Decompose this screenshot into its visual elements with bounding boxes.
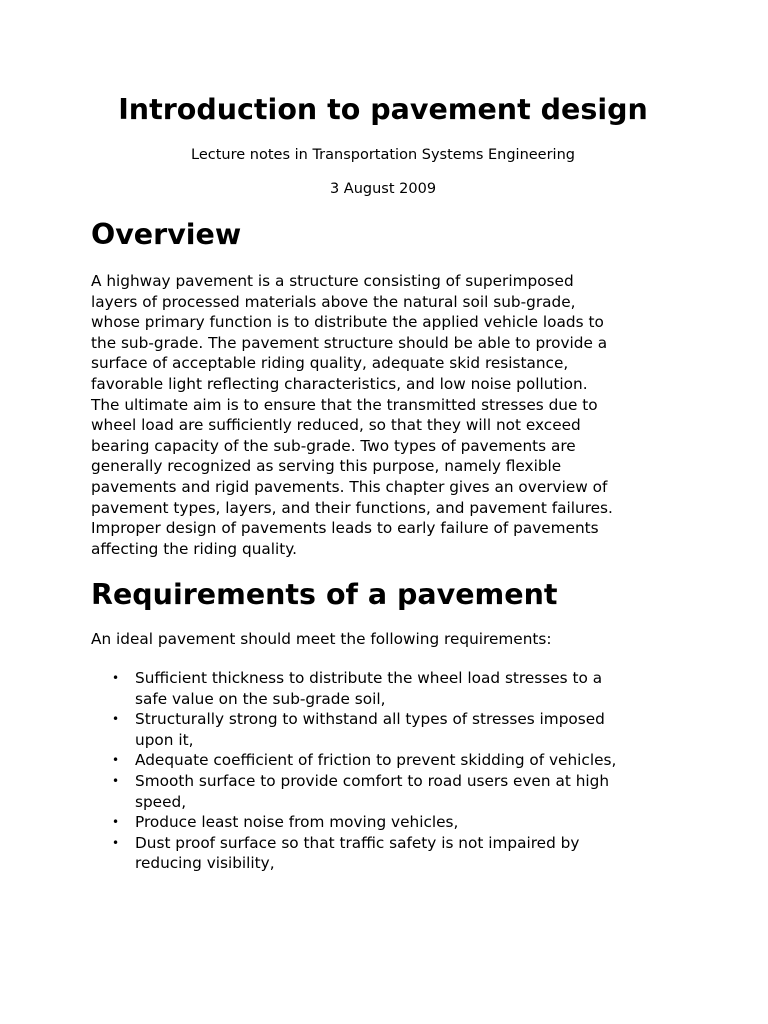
paragraph-line: wheel load are sufficiently reduced, so that they will not exceed xyxy=(91,416,581,435)
list-item-line: Dust proof surface so that traffic safety is not impaired by xyxy=(135,833,580,852)
list-item-line: Structurally strong to withstand all types of stresses imposed xyxy=(135,710,605,729)
page-title: Introduction to pavement design xyxy=(118,93,648,126)
paragraph-line: layers of processed materials above the natural soil sub-grade, xyxy=(91,292,576,311)
paragraph-line: A highway pavement is a structure consisting of superimposed xyxy=(91,272,574,290)
list-item xyxy=(91,833,616,874)
paragraph-line: affecting the riding quality. xyxy=(91,539,297,558)
bullet-icon: • xyxy=(112,671,120,685)
list-item xyxy=(91,771,616,812)
bullet-icon: • xyxy=(112,835,120,850)
list-item xyxy=(91,812,616,833)
list-item xyxy=(91,750,616,771)
list-item-line: reducing visibility, xyxy=(135,854,275,873)
paragraph-line: favorable light reflecting characteristics, and low noise pollution. xyxy=(91,374,588,393)
bullet-icon: • xyxy=(112,773,120,788)
list-item xyxy=(91,709,616,750)
list-item-line: safe value on the sub-grade soil, xyxy=(135,689,386,708)
paragraph-line: whose primary function is to distribute the applied vehicle loads to xyxy=(91,313,604,332)
list-item xyxy=(91,668,616,709)
paragraph-line: Improper design of pavements leads to early failure of pavements xyxy=(91,519,599,538)
page-date: 3 August 2009 xyxy=(329,181,437,197)
bullet-icon: • xyxy=(112,815,120,830)
paragraph-line: surface of acceptable riding quality, adequate skid resistance, xyxy=(91,354,569,373)
list-item-line: upon it, xyxy=(135,730,194,749)
list-item-line: speed, xyxy=(135,792,187,811)
requirements-list xyxy=(91,668,616,874)
section-heading-requirements: Requirements of a pavement xyxy=(91,578,558,611)
page-subtitle: Lecture notes in Transportation Systems Engineering xyxy=(191,147,575,163)
list-item-line: Sufficient thickness to distribute the wheel load stresses to a xyxy=(135,669,603,687)
list-item-line: Produce least noise from moving vehicles, xyxy=(135,813,459,832)
section-heading-overview: Overview xyxy=(91,218,242,251)
bullet-icon: • xyxy=(112,753,120,768)
paragraph-line: bearing capacity of the sub-grade. Two types of pavements are xyxy=(91,436,576,455)
paragraph-line: pavements and rigid pavements. This chapter gives an overview of xyxy=(91,477,608,496)
requirements-intro: An ideal pavement should meet the following requirements: xyxy=(91,630,552,648)
list-item-line: Smooth surface to provide comfort to road users even at high xyxy=(135,771,610,790)
bullet-icon: • xyxy=(112,712,120,727)
overview-paragraph xyxy=(91,271,613,559)
paragraph-line: The ultimate aim is to ensure that the transmitted stresses due to xyxy=(91,395,598,414)
paragraph-line: the sub-grade. The pavement structure should be able to provide a xyxy=(91,333,608,352)
paragraph-line: pavement types, layers, and their functions, and pavement failures. xyxy=(91,498,613,517)
paragraph-line: generally recognized as serving this purpose, namely flexible xyxy=(91,457,562,476)
list-item-line: Adequate coefficient of friction to prevent skidding of vehicles, xyxy=(135,751,617,770)
